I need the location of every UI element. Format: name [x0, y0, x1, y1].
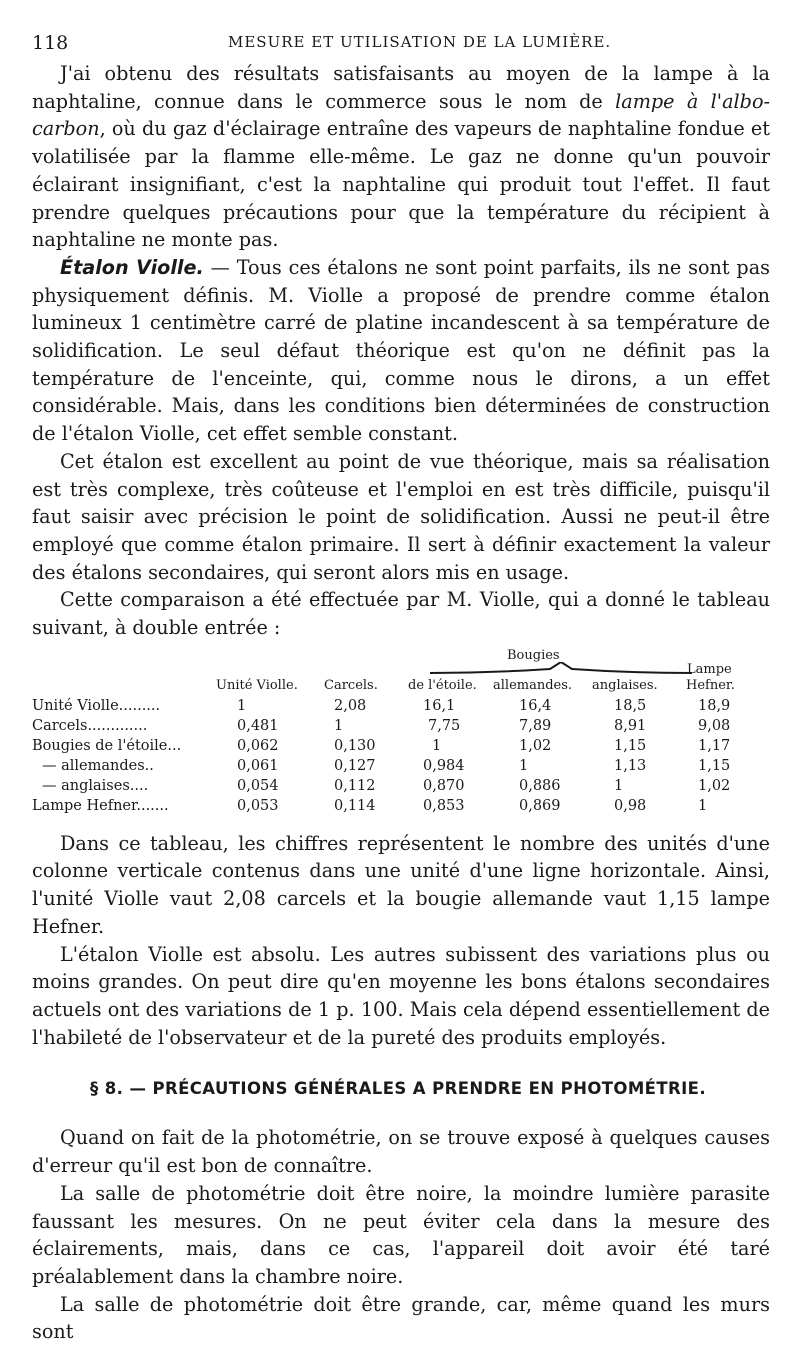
cell: 0,112: [334, 777, 376, 794]
paragraph-salle-grande: La salle de photométrie doit être grande, car, même quand les murs sont: [32, 1292, 770, 1344]
cell: 7,75: [428, 717, 461, 734]
paragraph-causes-erreur: Quand on fait de la photométrie, on se trouve exposé à quelques causes d'erreur qu'il est bon de connaître.: [32, 1126, 770, 1178]
cell: 0,853: [423, 797, 465, 814]
paragraph-etalon-excellent: Cet étalon est excellent au point de vue théorique, mais sa réalisation est très complexe, très coûteuse et l'emploi en est très difficile, puisqu'il faut saisir avec précision le point de solidification. Aussi ne peut-il être employé que comme étalon primaire. Il sert à définir exactement la valeur des étalons secondaires, qui seront alors mis en usage.: [32, 449, 770, 584]
row-label: Carcels.............: [32, 717, 148, 734]
cell: 0,053: [237, 797, 279, 814]
cell: 7,89: [519, 717, 552, 734]
cell: 8,91: [614, 717, 647, 734]
cell: 0,870: [423, 777, 465, 794]
p1-text-b: , où du gaz d'éclairage entraîne des vapeurs de naphtaline fondue et volatilisée par la flamme elle-même. Le gaz ne donne qu'un pouvoir éclairant insignifiant, c'est la naphtaline qui produit tout l'effet. Il faut prendre quelques précautions pour que la température du récipient à naphtaline ne monte pas.: [32, 117, 770, 252]
column-header-etoile: de l'étoile.: [408, 677, 477, 693]
running-title: MESURE ET UTILISATION DE LA LUMIÈRE.: [228, 33, 612, 51]
p2-text: — Tous ces étalons ne sont point parfaits, ils ne sont pas physiquement définis. M. Violle a proposé de prendre comme étalon lumineux 1 centimètre carré de platine incandescent à sa température de solidification. Le seul défaut théorique est qu'on ne définit pas la température de l'enceinte, qui, comme nous le dirons, a un effet considérable. Mais, dans les conditions bien déterminées de construction de l'étalon Violle, cet effet semble constant.: [32, 255, 770, 446]
cell: 0,98: [614, 797, 647, 814]
cell: 18,9: [698, 697, 731, 714]
cell: 0,061: [237, 757, 279, 774]
cell: 0,127: [334, 757, 376, 774]
cell: 1,02: [698, 777, 731, 794]
cell: 1: [432, 737, 442, 754]
paragraph-etalon-violle: [32, 254, 770, 448]
cell: 0,869: [519, 797, 561, 814]
cell: 0,984: [423, 757, 465, 774]
cell: 1,02: [519, 737, 552, 754]
column-header-lampe: Lampe: [687, 661, 732, 677]
cell: 16,1: [423, 697, 456, 714]
row-label: Unité Violle.........: [32, 697, 161, 714]
page-header: [32, 30, 770, 60]
cell: 1,17: [698, 737, 731, 754]
cell: 1: [237, 697, 247, 714]
comparison-table: [32, 648, 770, 816]
cell: 0,886: [519, 777, 561, 794]
cell: 18,5: [614, 697, 647, 714]
section-title: § 8. — PRÉCAUTIONS GÉNÉRALES A PRENDRE EN PHOTOMÉTRIE.: [90, 1079, 706, 1099]
column-header-unite-violle: Unité Violle.: [216, 677, 298, 693]
row-label: Bougies de l'étoile...: [32, 737, 182, 754]
column-header-hefner: Hefner.: [686, 677, 735, 693]
paragraph-comparaison: Cette comparaison a été effectuée par M. Violle, qui a donné le tableau suivant, à double entrée :: [32, 588, 770, 640]
cell: 16,4: [519, 697, 552, 714]
etalon-violle-heading: Étalon Violle.: [60, 255, 204, 279]
cell: 1,15: [698, 757, 731, 774]
cell: 0,481: [237, 717, 279, 734]
cell: 1: [519, 757, 529, 774]
cell: 1,15: [614, 737, 647, 754]
row-label: — anglaises....: [42, 777, 149, 794]
row-label: — allemandes..: [42, 757, 154, 774]
cell: 0,114: [334, 797, 376, 814]
row-label: Lampe Hefner.......: [32, 797, 169, 814]
paragraph-albo-carbon: [32, 60, 770, 254]
table-brace: [430, 662, 692, 676]
cell: 1,13: [614, 757, 647, 774]
column-header-carcels: Carcels.: [324, 677, 378, 693]
paragraph-tableau-explication: Dans ce tableau, les chiffres représentent le nombre des unités d'une colonne verticale contenus dans une unité d'une ligne horizontale. Ainsi, l'unité Violle vaut 2,08 carcels et la bougie allemande vaut 1,15 lampe Hefner.: [32, 831, 770, 938]
page-number: 118: [32, 32, 69, 54]
cell: 0,054: [237, 777, 279, 794]
book-page: [32, 30, 770, 1346]
cell: 0,130: [334, 737, 376, 754]
cell: 2,08: [334, 697, 367, 714]
paragraph-salle-noire: La salle de photométrie doit être noire, la moindre lumière parasite faussant les mesures. On ne peut éviter cela dans la mesure des éclairements, mais, dans ce cas, l'appareil doit avoir été taré préalablement dans la chambre noire.: [32, 1181, 770, 1288]
p1-emphasis: lampe à l'albo-carbon: [32, 89, 770, 141]
cell: 0,062: [237, 737, 279, 754]
paragraph-etalon-absolu: L'étalon Violle est absolu. Les autres subissent des variations plus ou moins grandes. On peut dire qu'en moyenne les bons étalons secondaires actuels ont des variations de 1 p. 100. Mais cela dépend essentiellement de l'habileté de l'observateur et de la pureté des produits employés.: [32, 942, 770, 1049]
cell: 1: [698, 797, 708, 814]
table-group-header: Bougies: [507, 647, 560, 663]
cell: 1: [614, 777, 624, 794]
column-header-anglaises: anglaises.: [592, 677, 658, 693]
cell: 1: [334, 717, 344, 734]
cell: 9,08: [698, 717, 731, 734]
column-header-allemandes: allemandes.: [493, 677, 573, 693]
p1-text-a: J'ai obtenu des résultats satisfaisants au moyen de la lampe à la naphtaline, connue dans le commerce sous le nom de: [32, 62, 770, 113]
